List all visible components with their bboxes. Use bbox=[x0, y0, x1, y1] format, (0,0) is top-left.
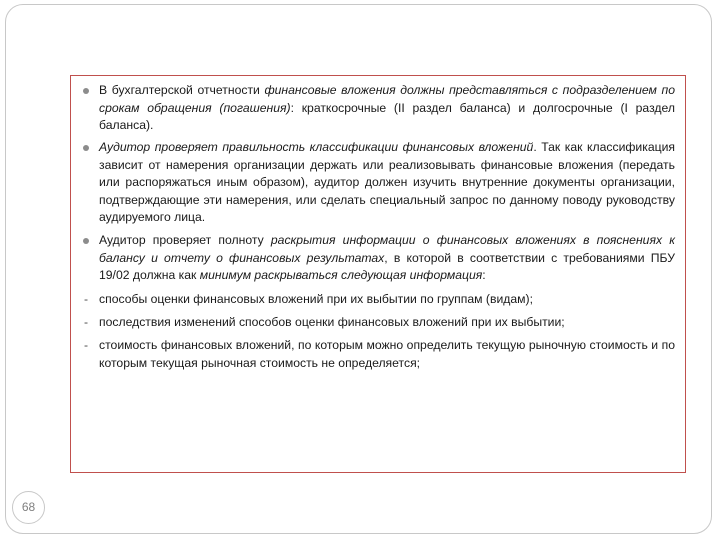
dash-item-2 bbox=[83, 314, 675, 332]
content-box bbox=[70, 75, 686, 473]
dash-marker: - bbox=[83, 292, 89, 306]
bullet-icon bbox=[79, 82, 93, 100]
dash-item-1-text: способы оценки финансовых вложений при их выбытии по группам (видам); bbox=[99, 292, 533, 306]
dash-item-3 bbox=[83, 337, 675, 372]
bullet-item-1 bbox=[99, 82, 675, 135]
bullet-item-2 bbox=[99, 139, 675, 227]
item-3-text-emphasis-b: минимум раскрываться следующая информация bbox=[199, 268, 483, 283]
item-1-text-emphasis: финансовые вложения должны представляться с подразделением по срокам обращения (погашения) bbox=[99, 83, 675, 115]
dash-item-3-text: стоимость финансовых вложений, по которым можно определить текущую рыночную стоимость и по которым текущая рыночная стоимость не определяется; bbox=[99, 338, 675, 370]
item-1-text-a: В бухгалтерской отчетности bbox=[99, 83, 265, 97]
dash-marker: - bbox=[83, 338, 89, 352]
item-2-text-b: . Так как классификация зависит от намерения организации держать или реализовывать финансовые вложения (передать или распоряжаться иным образом), аудитор должен изучить внутренние документы организации, подтверждающие эти намерения, или сделать специальный запрос по данному поводу руководству аудируемого лица. bbox=[99, 140, 675, 225]
dash-item-2-text: последствия изменений способов оценки финансовых вложений при их выбытии; bbox=[99, 315, 565, 329]
bullet-item-3 bbox=[99, 232, 675, 285]
bullet-icon bbox=[79, 139, 93, 157]
item-3-text-a: Аудитор проверяет полноту bbox=[99, 233, 271, 247]
dash-item-1 bbox=[83, 291, 675, 309]
item-3-text-b: , в которой в соответствии с требованиями ПБУ 19/02 должна как bbox=[99, 250, 675, 283]
item-3-text-c: : bbox=[482, 268, 486, 283]
page-number: 68 bbox=[12, 491, 45, 524]
dash-marker: - bbox=[83, 315, 89, 329]
item-3-text-emphasis-a: раскрытия информации о финансовых вложениях в пояснениях к балансу и отчету о финансовых результатах bbox=[99, 233, 675, 265]
item-2-text-emphasis: Аудитор проверяет правильность классификации финансовых вложений bbox=[99, 140, 534, 154]
item-1-text-b: : краткосрочные (II раздел баланса) и долгосрочные (I раздел баланса). bbox=[99, 100, 675, 133]
bullet-icon bbox=[79, 232, 93, 250]
